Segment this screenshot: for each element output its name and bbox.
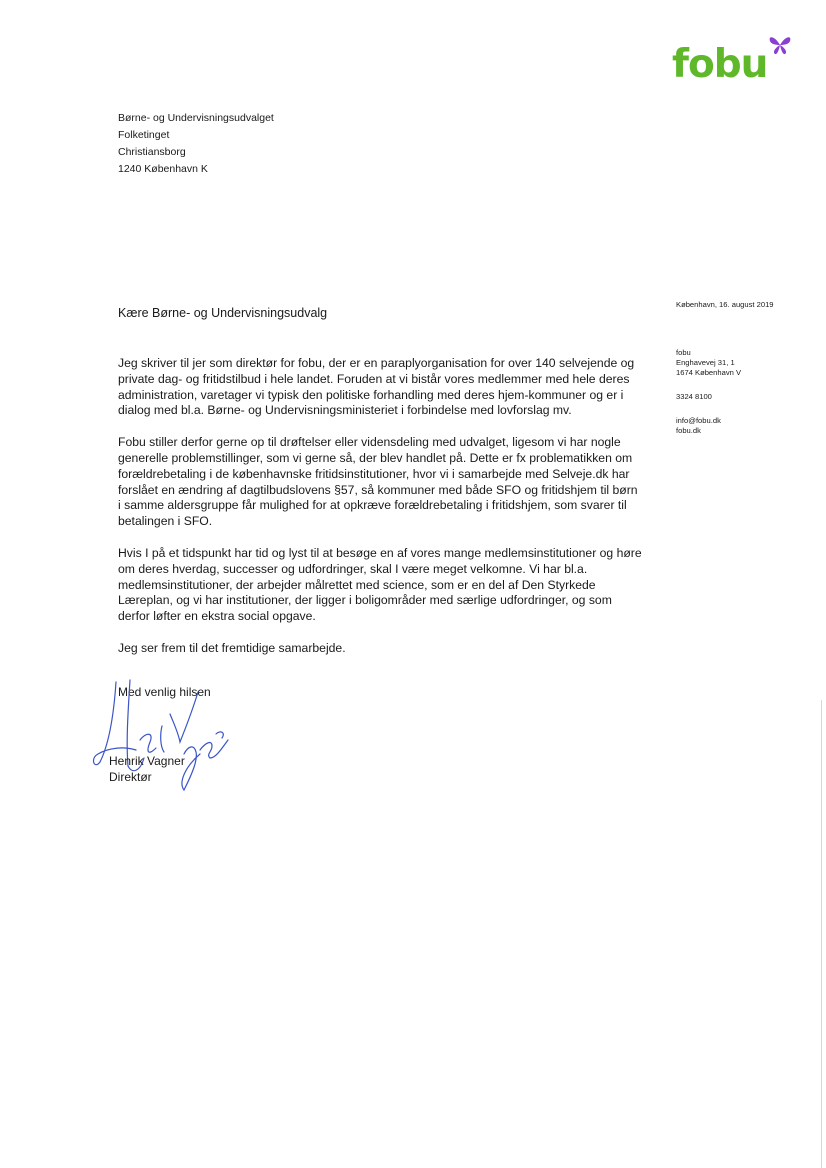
butterfly-icon xyxy=(766,34,794,56)
logo-text: fobu xyxy=(672,42,768,87)
body-paragraph: Fobu stiller derfor gerne op til drøftelser eller vidensdeling med udvalget, ligesom vi har nogle generelle problemstillinger, som vi gerne så, der blev handlet på. Dette er fx problematikken om forældrebetaling i de københavnske fritidsinstitutioner, hvor vi i samarbejde med Selveje.dk har forslået en ændring af dagtilbudslovens §57, så kommuner med både SFO og fritidshjem til børn i samme aldersgruppe får mulighed for at opkræve forældrebetaling i fritidshjem, som svarer til betalingen i SFO. xyxy=(118,435,638,529)
fobu-logo xyxy=(672,34,802,94)
sender-email: info@fobu.dk xyxy=(676,416,721,425)
sender-website: fobu.dk xyxy=(676,426,701,435)
recipient-line: 1240 København K xyxy=(118,163,208,175)
body-paragraph: Jeg ser frem til det fremtidige samarbejde. xyxy=(118,640,346,655)
signer-name: Henrik Vagner xyxy=(109,754,185,768)
salutation: Kære Børne- og Undervisningsudvalg xyxy=(118,306,328,320)
recipient-line: Børne- og Undervisningsudvalget xyxy=(118,112,274,124)
sender-phone: 3324 8100 xyxy=(676,392,712,401)
recipient-address xyxy=(118,110,274,178)
letter-body xyxy=(118,356,643,673)
recipient-line: Christiansborg xyxy=(118,146,186,158)
sender-info xyxy=(676,300,816,436)
sender-org: fobu xyxy=(676,348,691,357)
body-paragraph: Hvis I på et tidspunkt har tid og lyst til at besøge en af vores mange medlemsinstitutioner og høre om deres hverdag, successer og udfordringer, skal I være meget velkomne. Vi har bl.a. medlemsinstitutioner, der arbejder målrettet med science, som er en del af Den Styrkede Læreplan, og vi har institutioner, der ligger i boligområder med særlige udfordringer, og som derfor løfter en ekstra social opgave. xyxy=(118,545,642,624)
sender-city: 1674 København V xyxy=(676,368,742,377)
page-edge-line xyxy=(821,700,822,1168)
body-paragraph: Jeg skriver til jer som direktør for fobu, der er en paraplyorganisation for over 140 selvejende og private dag- og fritidstilbud i hele landet. Foruden at vi bistår vores medlemmer med hele deres administration, varetager vi typisk den politiske forhandling med deres hjem-kommuner og er i dialog med bl.a. Børne- og Undervisningsministeriet i forbindelse med lovforslag mv. xyxy=(118,356,635,418)
recipient-line: Folketinget xyxy=(118,129,170,141)
signer-title: Direktør xyxy=(109,770,152,784)
sender-street: Enghavevej 31, 1 xyxy=(676,358,735,367)
closing: Med venlig hilsen xyxy=(118,685,211,699)
letter-date: København, 16. august 2019 xyxy=(676,300,774,309)
